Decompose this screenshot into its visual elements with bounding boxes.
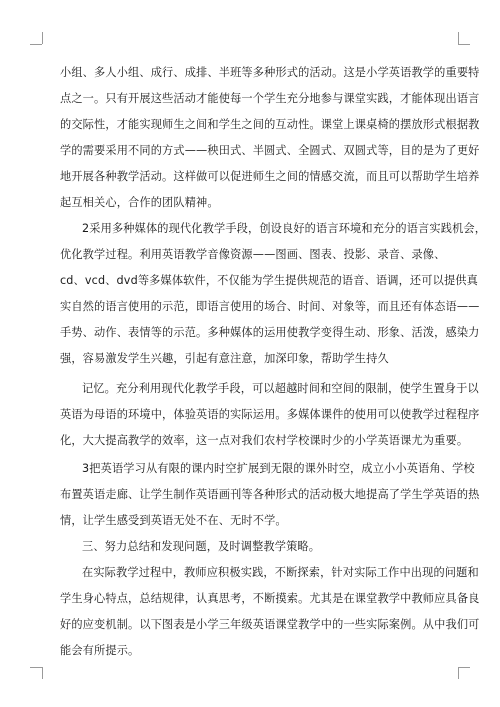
text-line: 学生身心特点，总结规律，认真思考，不断摸索。尤其是在课堂教学中教师应具备良: [60, 592, 480, 605]
text-line: 强，容易激发学生兴趣，引起有意注意，加深印象，帮助学生持久: [60, 352, 389, 365]
text-line: 好的应变机制。以下图表是小学三年级英语课堂教学中的一些实际案例。从中我们可: [60, 618, 480, 631]
text-line: 起互相关心，合作的团队精神。: [60, 196, 219, 209]
text-line: cd、vcd、dvd等多媒体软件，不仅能为学生提供规范的语音、语调，还可以提供真: [60, 274, 478, 287]
text-line: 手势、动作、表情等的示范。多种媒体的运用使教学变得生动、形象、活泼，感染力: [60, 326, 480, 339]
crop-mark-bottom-left-h: [30, 667, 42, 668]
text-line: 学的需要采用不同的方式——秧田式、半圆式、全圆式、双圆式等，目的是为了更好: [60, 144, 480, 157]
text-line: 2采用多种媒体的现代化教学手段，创设良好的语言环境和充分的语言实践机会，: [82, 222, 487, 235]
text-line: 记忆。充分利用现代化教学手段，可以超越时间和空间的限制，使学生置身于以: [82, 382, 479, 395]
crop-mark-top-left-v: [42, 32, 43, 44]
text-line: 化，大大提高教学的效率，这一点对我们农村学校课时少的小学英语课尤为重要。: [60, 434, 469, 447]
text-line: 优化教学过程。利用英语教学音像资源——图画、图表、投影、录音、录像、: [60, 248, 446, 261]
text-line: 点之一。只有开展这些活动才能使每一个学生充分地参与课堂实践，才能体现出语言: [60, 92, 480, 105]
text-line: 实自然的语言使用的示范，即语言使用的场合、时间、对象等，而且还有体态语——: [60, 300, 480, 313]
text-line: 地开展各种教学活动。这样做可以促进师生之间的情感交流，而且可以帮助学生培养: [60, 170, 480, 183]
crop-mark-bottom-left-v: [42, 667, 43, 679]
crop-mark-top-right-h: [458, 44, 470, 45]
text-line: 布置英语走廊、让学生制作英语画刊等各种形式的活动极大地提高了学生学英语的热: [60, 488, 480, 501]
crop-mark-bottom-right-v: [458, 667, 459, 679]
text-line: 在实际教学过程中，教师应积极实践，不断探索，针对实际工作中出现的问题和: [82, 566, 479, 579]
text-line: 能会有所提示。: [60, 644, 140, 657]
text-line: 的交际性，才能实现师生之间和学生之间的互动性。课堂上课桌椅的摆放形式根据教: [60, 118, 480, 131]
text-line: 3把英语学习从有限的课内时空扩展到无限的课外时空，成立小小英语角、学校: [82, 462, 475, 475]
crop-mark-top-right-v: [458, 32, 459, 44]
crop-mark-bottom-right-h: [458, 667, 470, 668]
text-line: 英语为母语的环境中，体验英语的实际运用。多媒体课件的使用可以使教学过程程序: [60, 408, 480, 421]
text-line: 情，让学生感受到英语无处不在、无时不学。: [60, 514, 287, 527]
crop-mark-top-left-h: [30, 44, 42, 45]
text-line: 小组、多人小组、成行、成排、半班等多种形式的活动。这是小学英语教学的重要特: [60, 66, 480, 79]
section-heading: 三、努力总结和发现问题，及时调整教学策略。: [82, 540, 321, 553]
